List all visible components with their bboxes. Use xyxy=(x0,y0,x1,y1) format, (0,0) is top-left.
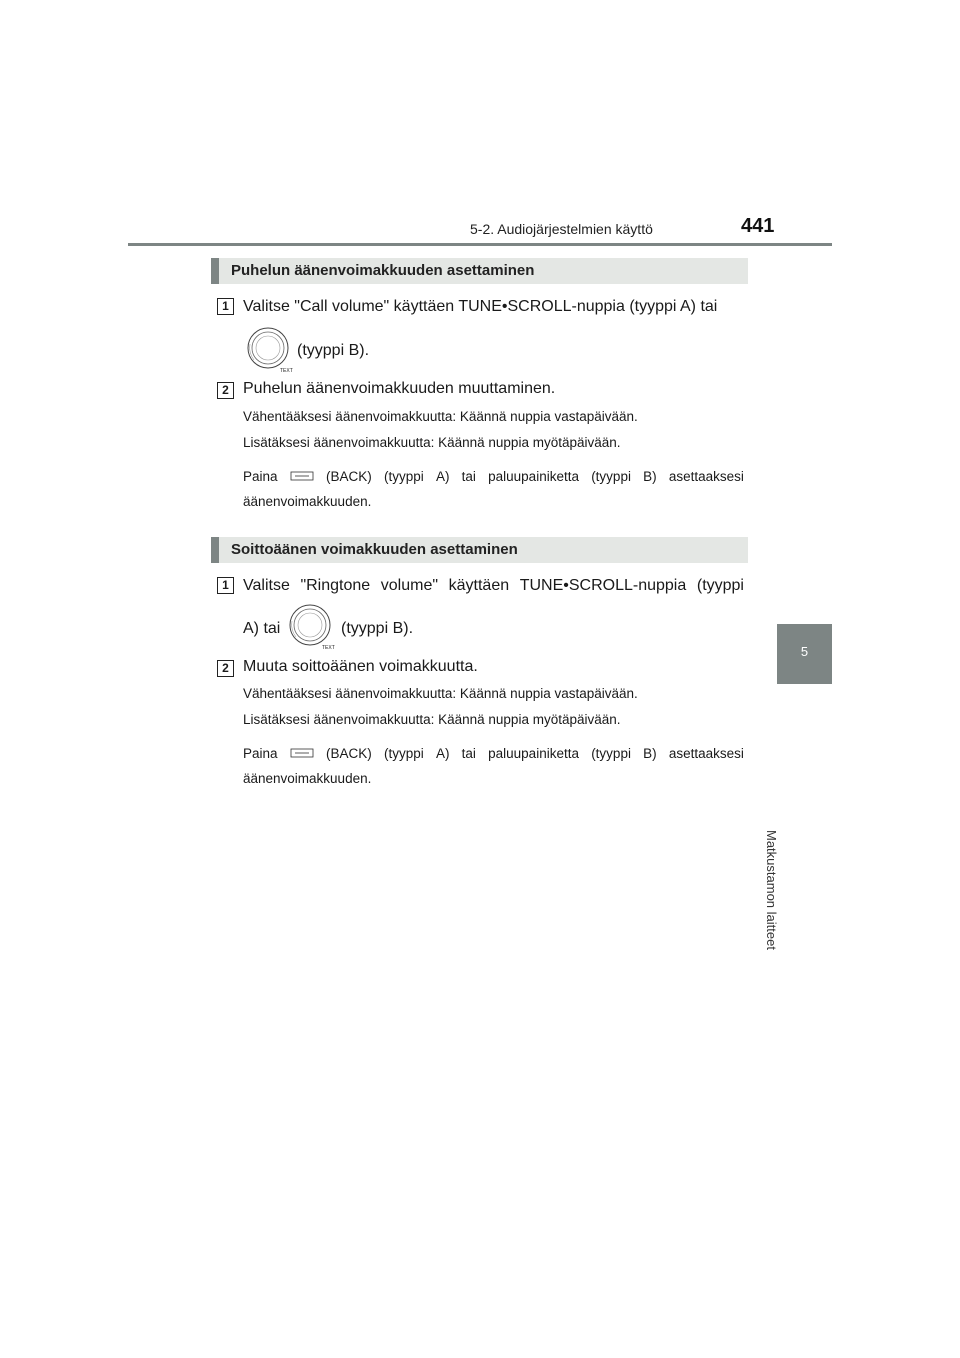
word: volume" xyxy=(380,577,439,594)
step-text: Valitse "Call volume" käyttäen TUNE•SCROLL-nuppia (tyyppi A) tai xyxy=(243,298,718,315)
back-button-icon xyxy=(290,469,314,483)
section-title: Soittoäänen voimakkuuden asettaminen xyxy=(231,541,518,558)
word: asettaaksesi xyxy=(668,469,744,484)
word: (BACK) xyxy=(325,469,372,484)
note-paina-line xyxy=(243,746,744,761)
word: Valitse xyxy=(243,577,290,594)
tune-knob-icon xyxy=(286,603,336,653)
word: tai xyxy=(461,469,476,484)
word: asettaaksesi xyxy=(668,746,744,761)
word: (tyyppi xyxy=(591,746,631,761)
chapter-label-text: Matkustamon laitteet xyxy=(764,830,779,950)
step-number: 1 xyxy=(217,577,234,594)
word: (tyyppi xyxy=(383,746,424,761)
chapter-number: 5 xyxy=(800,644,809,659)
step-text-cont: (tyyppi B). xyxy=(341,620,414,637)
word: käyttäen xyxy=(448,577,510,594)
word: A) xyxy=(435,746,450,761)
step-number: 1 xyxy=(217,298,234,315)
word: Paina xyxy=(243,469,278,484)
word: tai xyxy=(461,746,476,761)
section-header-ringtone-volume xyxy=(211,537,748,563)
word: "Ringtone xyxy=(300,577,371,594)
knob-label: TEXT xyxy=(322,645,335,651)
step-text xyxy=(243,577,744,595)
word: B) xyxy=(643,469,657,484)
word: TUNE•SCROLL-nuppia xyxy=(519,577,687,594)
page-header-section: 5-2. Audiojärjestelmien käyttö xyxy=(470,221,653,237)
step-number: 2 xyxy=(217,382,234,399)
back-button-icon xyxy=(290,746,314,760)
step-text-cont: (tyyppi B). xyxy=(297,342,370,359)
page-number: 441 xyxy=(741,215,775,237)
note-text: Lisätäksesi äänenvoimakkuutta: Käännä nuppia myötäpäivään. xyxy=(243,435,621,450)
tune-knob-icon xyxy=(244,326,294,376)
word: paluupainiketta xyxy=(488,469,579,484)
word: A) xyxy=(435,469,450,484)
word: (BACK) xyxy=(325,746,372,761)
word: B) xyxy=(643,746,657,761)
header-rule xyxy=(128,243,832,246)
note-text: Vähentääksesi äänenvoimakkuutta: Käännä nuppia vastapäivään. xyxy=(243,409,638,424)
word: (tyyppi xyxy=(383,469,424,484)
note-text: äänenvoimakkuuden. xyxy=(243,494,372,509)
note-text: äänenvoimakkuuden. xyxy=(243,771,372,786)
word: paluupainiketta xyxy=(488,746,579,761)
section-title: Puhelun äänenvoimakkuuden asettaminen xyxy=(231,262,535,279)
chapter-tab xyxy=(777,624,832,684)
note-text: Lisätäksesi äänenvoimakkuutta: Käännä nuppia myötäpäivään. xyxy=(243,712,621,727)
chapter-label xyxy=(764,830,779,1030)
note-text: Vähentääksesi äänenvoimakkuutta: Käännä nuppia vastapäivään. xyxy=(243,686,638,701)
section-header-call-volume xyxy=(211,258,748,284)
word: Paina xyxy=(243,746,278,761)
knob-label: TEXT xyxy=(280,368,293,374)
step-text: Muuta soittoäänen voimakkuutta. xyxy=(243,658,478,675)
step-text-cont: A) tai xyxy=(243,620,281,637)
word: (tyyppi xyxy=(591,469,631,484)
word: (tyyppi xyxy=(696,577,744,594)
step-text: Puhelun äänenvoimakkuuden muuttaminen. xyxy=(243,380,556,397)
step-number: 2 xyxy=(217,660,234,677)
note-paina-line xyxy=(243,469,744,484)
